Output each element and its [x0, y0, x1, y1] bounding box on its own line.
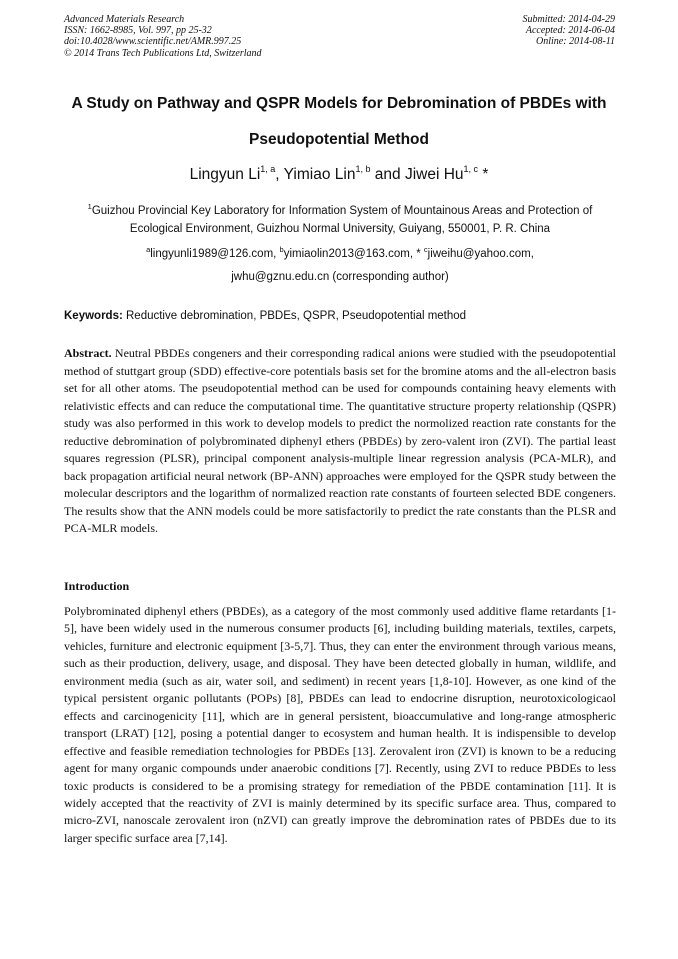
email-link: yimiaolin2013@163.com, *	[283, 248, 424, 260]
author-separator: and	[370, 166, 405, 183]
keywords-text: Reductive debromination, PBDEs, QSPR, Pseudopotential method	[122, 310, 467, 322]
copyright: © 2014 Trans Tech Publications Ltd, Switzerland	[64, 47, 262, 59]
journal-name: Advanced Materials Research	[64, 14, 185, 25]
title-line-1: A Study on Pathway and QSPR Models for Debromination of PBDEs with	[71, 95, 607, 112]
author-affiliation-mark: 1, b	[355, 164, 371, 174]
dates-info	[523, 14, 616, 48]
email-link: lingyunli1989@126.com,	[150, 248, 280, 260]
email-link: jiweihu@yahoo.com,	[427, 248, 534, 260]
email-line-2: jwhu@gznu.edu.cn (corresponding author)	[231, 271, 449, 283]
paper-title	[40, 86, 638, 158]
author-list	[40, 165, 638, 185]
author-separator: ,	[275, 166, 284, 183]
keywords-label: Keywords:	[64, 310, 123, 322]
author-affiliation-mark: 1, c	[463, 164, 479, 174]
introduction-paragraph: Polybrominated diphenyl ethers (PBDEs), as a category of the most commonly used additive flame retardants [1-5], have been widely used in the numerous consumer products [6], including building materials, textiles, carpets, vehicles, furniture and electronic equipment [3-5,7]. Thus, they can enter the environment through various means, such as their production, delivery, usage, and disposal. They have been detected globally in human, wildlife, and environment media (such as air, water soil, and sediment) in recent years [1,8-10]. However, as one kind of the typical persistent organic pollutants (POPs) [8], PBDEs can lead to endocrine disruption, neurotoxicologicaol effects and carcinogenicity [11], which are in general persistent, bioaccumulative and long-range atmospheric transport (LRAT) [12], posing a potential danger to ecosystem and human health. It is indispensible to develop effective and feasible remediation technologies for PBDEs [13]. Zerovalent iron (ZVI) is known to be a reducing agent for many organic compounds under anaerobic conditions [7]. Recently, using ZVI to reduce PBDEs to less toxic products is considered to be a promising strategy for remediation of the PBDE contamination [11]. It is widely accepted that the reactivity of ZVI is mainly determined by its specific surface area. Thus, compared to micro-ZVI, nanoscale zerovalent iron (nZVI) can greatly improve the debromination rates of PBDEs due to its larger specific surface area [7,14].	[64, 604, 616, 845]
accepted-date: Accepted: 2014-06-04	[525, 25, 615, 37]
issn: ISSN: 1662-8985, Vol. 997, pp 25-32	[64, 25, 212, 37]
abstract-text: Neutral PBDEs congeners and their corresponding radical anions were studied with the pseudopotential method of stuttgart group (SDD) effective-core potentials basis set for the bromine atoms and the all-electron basis set for all other atoms. The pseudopotential method can be used for compounds containing heavy elements with relativistic effects and can reduce the computational time. The quantitative structure property relationship (QSPR) study was also performed in this work to develop models to predict the normolized reaction rate constants for the reductive debromination of polybrominated diphenyl ethers (PBDEs) by zero-valent iron (ZVI). The partial least squares regression (PLSR), principal component analysis-multiple linear regression analysis (PCA-MLR), and back propagation artificial neural network (BP-ANN) approaches were employed for the QSPR study between the molecular descriptors and the logarithm of normalized reaction rate constants of fourteen selected BDE congeners. The results show that the ANN models could be more satisfactorily to predict the rate constants than the PLSR and PCA-MLR models.	[64, 346, 616, 535]
email-line-1	[64, 243, 616, 266]
affiliation	[64, 202, 616, 238]
email-mark: c	[423, 245, 428, 254]
email-mark: b	[279, 245, 284, 254]
submitted-date: Submitted: 2014-04-29	[522, 14, 615, 25]
section-heading: Introduction	[64, 579, 130, 593]
affiliation-mark: 1	[87, 202, 92, 211]
author-name: Yimiao Lin	[283, 166, 356, 183]
abstract-label: Abstract.	[64, 346, 112, 360]
email-mark: a	[146, 245, 151, 254]
affiliation-text: Guizhou Provincial Key Laboratory for Information System of Mountainous Areas and Protection of Ecological Environment, Guizhou Normal University, Guiyang, 550001, P. R. China	[91, 205, 593, 235]
author-name: Lingyun Li	[189, 166, 261, 183]
online-date: Online: 2014-08-11	[536, 36, 615, 48]
author-name: Jiwei Hu	[404, 166, 464, 183]
author-affiliation-mark: 1, a	[260, 164, 276, 174]
corresponding-star: *	[478, 166, 489, 183]
abstract	[64, 345, 616, 538]
title-line-2: Pseudopotential Method	[249, 131, 429, 148]
author-emails	[64, 243, 616, 289]
journal-info	[64, 14, 262, 59]
doi: doi:10.4028/www.scientific.net/AMR.997.25	[64, 36, 242, 48]
keywords	[64, 307, 616, 325]
